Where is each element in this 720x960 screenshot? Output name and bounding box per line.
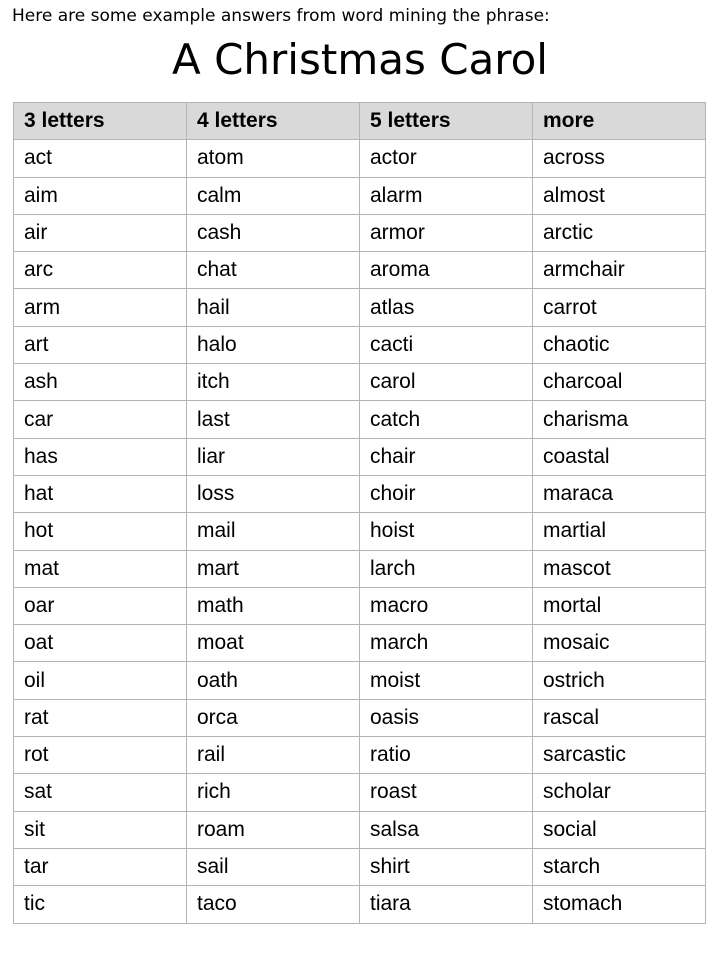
word-cell-3-letters: rot xyxy=(14,737,187,774)
word-cell-more: mortal xyxy=(533,587,706,624)
word-cell-4-letters: math xyxy=(187,587,360,624)
table-row xyxy=(14,289,706,326)
word-cell-4-letters: mart xyxy=(187,550,360,587)
word-table-header xyxy=(14,103,706,140)
word-cell-5-letters: salsa xyxy=(360,811,533,848)
word-cell-4-letters: loss xyxy=(187,475,360,512)
table-row xyxy=(14,811,706,848)
word-cell-4-letters: cash xyxy=(187,214,360,251)
word-cell-more: maraca xyxy=(533,475,706,512)
word-cell-more: rascal xyxy=(533,699,706,736)
word-cell-5-letters: choir xyxy=(360,475,533,512)
word-cell-more: chaotic xyxy=(533,326,706,363)
word-cell-more: martial xyxy=(533,513,706,550)
word-cell-3-letters: ash xyxy=(14,364,187,401)
table-row xyxy=(14,699,706,736)
intro-text: Here are some example answers from word mining the phrase: xyxy=(12,6,550,26)
word-cell-4-letters: hail xyxy=(187,289,360,326)
word-cell-4-letters: chat xyxy=(187,252,360,289)
word-cell-3-letters: hot xyxy=(14,513,187,550)
word-cell-3-letters: hat xyxy=(14,475,187,512)
table-row xyxy=(14,214,706,251)
table-row xyxy=(14,886,706,923)
word-cell-5-letters: actor xyxy=(360,140,533,177)
word-cell-5-letters: hoist xyxy=(360,513,533,550)
word-cell-3-letters: aim xyxy=(14,177,187,214)
word-cell-4-letters: roam xyxy=(187,811,360,848)
word-cell-4-letters: atom xyxy=(187,140,360,177)
table-row xyxy=(14,364,706,401)
word-cell-more: coastal xyxy=(533,438,706,475)
word-cell-5-letters: ratio xyxy=(360,737,533,774)
word-cell-3-letters: oar xyxy=(14,587,187,624)
word-cell-4-letters: calm xyxy=(187,177,360,214)
word-cell-5-letters: atlas xyxy=(360,289,533,326)
word-cell-5-letters: roast xyxy=(360,774,533,811)
word-cell-4-letters: moat xyxy=(187,625,360,662)
word-cell-4-letters: rich xyxy=(187,774,360,811)
word-cell-more: almost xyxy=(533,177,706,214)
word-cell-more: arctic xyxy=(533,214,706,251)
column-header-more: more xyxy=(533,103,706,140)
word-cell-5-letters: larch xyxy=(360,550,533,587)
table-row xyxy=(14,848,706,885)
word-cell-5-letters: macro xyxy=(360,587,533,624)
word-cell-3-letters: has xyxy=(14,438,187,475)
table-row xyxy=(14,140,706,177)
word-cell-3-letters: air xyxy=(14,214,187,251)
word-cell-5-letters: march xyxy=(360,625,533,662)
column-header-3-letters: 3 letters xyxy=(14,103,187,140)
table-row xyxy=(14,587,706,624)
word-cell-3-letters: mat xyxy=(14,550,187,587)
word-cell-5-letters: armor xyxy=(360,214,533,251)
word-cell-more: scholar xyxy=(533,774,706,811)
word-cell-4-letters: halo xyxy=(187,326,360,363)
table-row xyxy=(14,438,706,475)
word-cell-5-letters: alarm xyxy=(360,177,533,214)
column-header-4-letters: 4 letters xyxy=(187,103,360,140)
word-cell-3-letters: tar xyxy=(14,848,187,885)
word-cell-more: mascot xyxy=(533,550,706,587)
word-cell-5-letters: cacti xyxy=(360,326,533,363)
word-cell-3-letters: tic xyxy=(14,886,187,923)
word-cell-5-letters: tiara xyxy=(360,886,533,923)
word-cell-5-letters: aroma xyxy=(360,252,533,289)
word-cell-more: charisma xyxy=(533,401,706,438)
word-cell-4-letters: taco xyxy=(187,886,360,923)
word-cell-more: across xyxy=(533,140,706,177)
word-cell-4-letters: mail xyxy=(187,513,360,550)
word-cell-3-letters: sit xyxy=(14,811,187,848)
page-title: A Christmas Carol xyxy=(172,35,548,84)
word-cell-more: armchair xyxy=(533,252,706,289)
table-row xyxy=(14,326,706,363)
word-cell-3-letters: sat xyxy=(14,774,187,811)
word-cell-5-letters: shirt xyxy=(360,848,533,885)
word-table-body xyxy=(14,140,706,923)
table-row xyxy=(14,475,706,512)
word-cell-4-letters: sail xyxy=(187,848,360,885)
word-cell-5-letters: chair xyxy=(360,438,533,475)
word-cell-3-letters: arm xyxy=(14,289,187,326)
table-row xyxy=(14,513,706,550)
table-row xyxy=(14,550,706,587)
word-cell-4-letters: rail xyxy=(187,737,360,774)
word-cell-4-letters: itch xyxy=(187,364,360,401)
word-cell-more: starch xyxy=(533,848,706,885)
table-row xyxy=(14,252,706,289)
word-cell-3-letters: art xyxy=(14,326,187,363)
word-cell-more: ostrich xyxy=(533,662,706,699)
word-cell-4-letters: orca xyxy=(187,699,360,736)
word-cell-4-letters: last xyxy=(187,401,360,438)
word-cell-3-letters: oat xyxy=(14,625,187,662)
word-cell-3-letters: car xyxy=(14,401,187,438)
word-cell-more: charcoal xyxy=(533,364,706,401)
word-cell-4-letters: liar xyxy=(187,438,360,475)
table-row xyxy=(14,662,706,699)
word-table xyxy=(13,102,706,924)
word-cell-5-letters: catch xyxy=(360,401,533,438)
header-row xyxy=(14,103,706,140)
word-cell-more: sarcastic xyxy=(533,737,706,774)
word-cell-more: stomach xyxy=(533,886,706,923)
word-cell-5-letters: oasis xyxy=(360,699,533,736)
word-cell-5-letters: carol xyxy=(360,364,533,401)
table-row xyxy=(14,737,706,774)
word-cell-3-letters: arc xyxy=(14,252,187,289)
word-cell-more: mosaic xyxy=(533,625,706,662)
table-row xyxy=(14,625,706,662)
word-cell-more: carrot xyxy=(533,289,706,326)
table-row xyxy=(14,401,706,438)
word-cell-3-letters: rat xyxy=(14,699,187,736)
column-header-5-letters: 5 letters xyxy=(360,103,533,140)
word-cell-4-letters: oath xyxy=(187,662,360,699)
word-cell-3-letters: oil xyxy=(14,662,187,699)
table-row xyxy=(14,177,706,214)
word-cell-3-letters: act xyxy=(14,140,187,177)
table-row xyxy=(14,774,706,811)
word-cell-more: social xyxy=(533,811,706,848)
word-cell-5-letters: moist xyxy=(360,662,533,699)
